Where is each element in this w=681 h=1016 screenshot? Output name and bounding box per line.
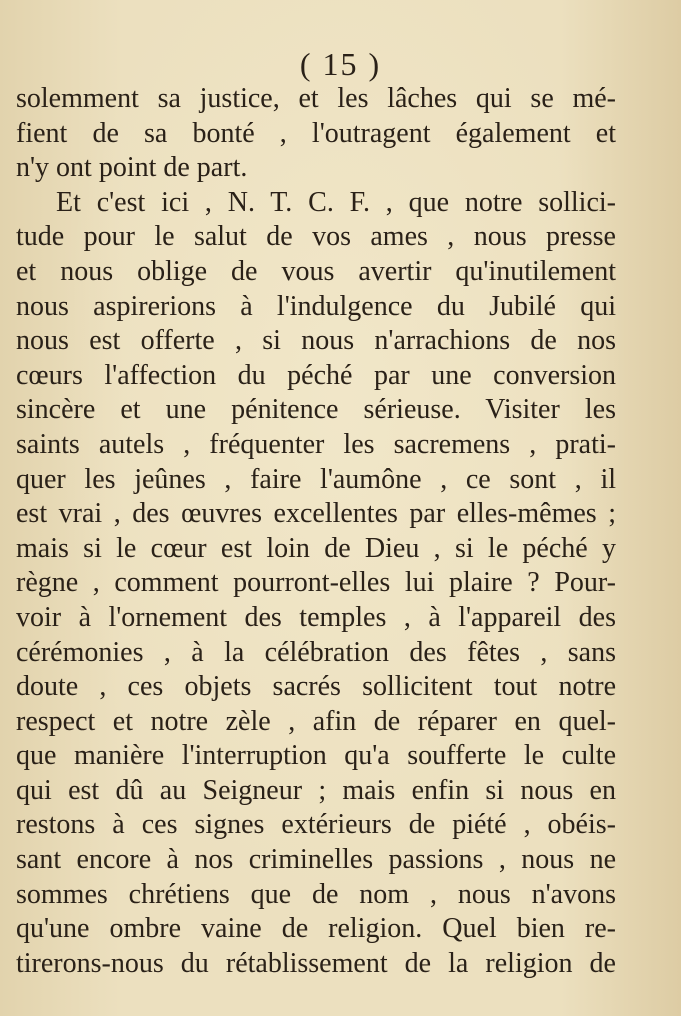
text-line: qu'une ombre vaine de religion. Quel bien re- [16, 913, 616, 945]
text-line: que manière l'interruption qu'a soufferte le culte [16, 740, 616, 772]
text-line: sant encore à nos criminelles passions , nous ne [16, 844, 616, 876]
text-line: quer les jeûnes , faire l'aumône , ce sont , il [16, 463, 616, 495]
text-line: cérémonies , à la célébration des fêtes , sans [16, 636, 616, 668]
text-line: est vrai , des œuvres excellentes par elles-mêmes ; [16, 498, 616, 530]
text-line: Et c'est ici , N. T. C. F. , que notre sollici- [56, 186, 616, 218]
body-text [16, 82, 616, 981]
text-line: saints autels , fréquenter les sacremens , prati- [16, 428, 616, 460]
text-line: tirerons-nous du rétablissement de la religion de [16, 947, 616, 979]
text-line: fient de sa bonté , l'outragent également et [16, 117, 616, 149]
text-line: et nous oblige de vous avertir qu'inutilement [16, 255, 616, 287]
text-line: sincère et une pénitence sérieuse. Visiter les [16, 394, 616, 426]
text-line: restons à ces signes extérieurs de piété , obéis- [16, 809, 616, 841]
page-number: ( 15 ) [299, 46, 382, 82]
text-line: règne , comment pourront-elles lui plaire ? Pour- [16, 567, 616, 599]
text-line: voir à l'ornement des temples , à l'appareil des [16, 601, 616, 633]
text-line: sommes chrétiens que de nom , nous n'avons [16, 878, 616, 910]
text-line: mais si le cœur est loin de Dieu , si le péché y [16, 532, 616, 564]
text-line: doute , ces objets sacrés sollicitent tout notre [16, 671, 616, 703]
text-line: cœurs l'affection du péché par une conversion [16, 359, 616, 391]
text-line: nous est offerte , si nous n'arrachions de nos [16, 325, 616, 357]
text-line: nous aspirerions à l'indulgence du Jubilé qui [16, 290, 616, 322]
text-line: solemment sa justice, et les lâches qui se mé- [16, 83, 616, 114]
text-line: tude pour le salut de vos ames , nous presse [16, 221, 616, 253]
text-line: respect et notre zèle , afin de réparer en quel- [16, 705, 616, 737]
text-line: n'y ont point de part. [16, 152, 248, 184]
text-line: qui est dû au Seigneur ; mais enfin si nous en [16, 774, 616, 806]
